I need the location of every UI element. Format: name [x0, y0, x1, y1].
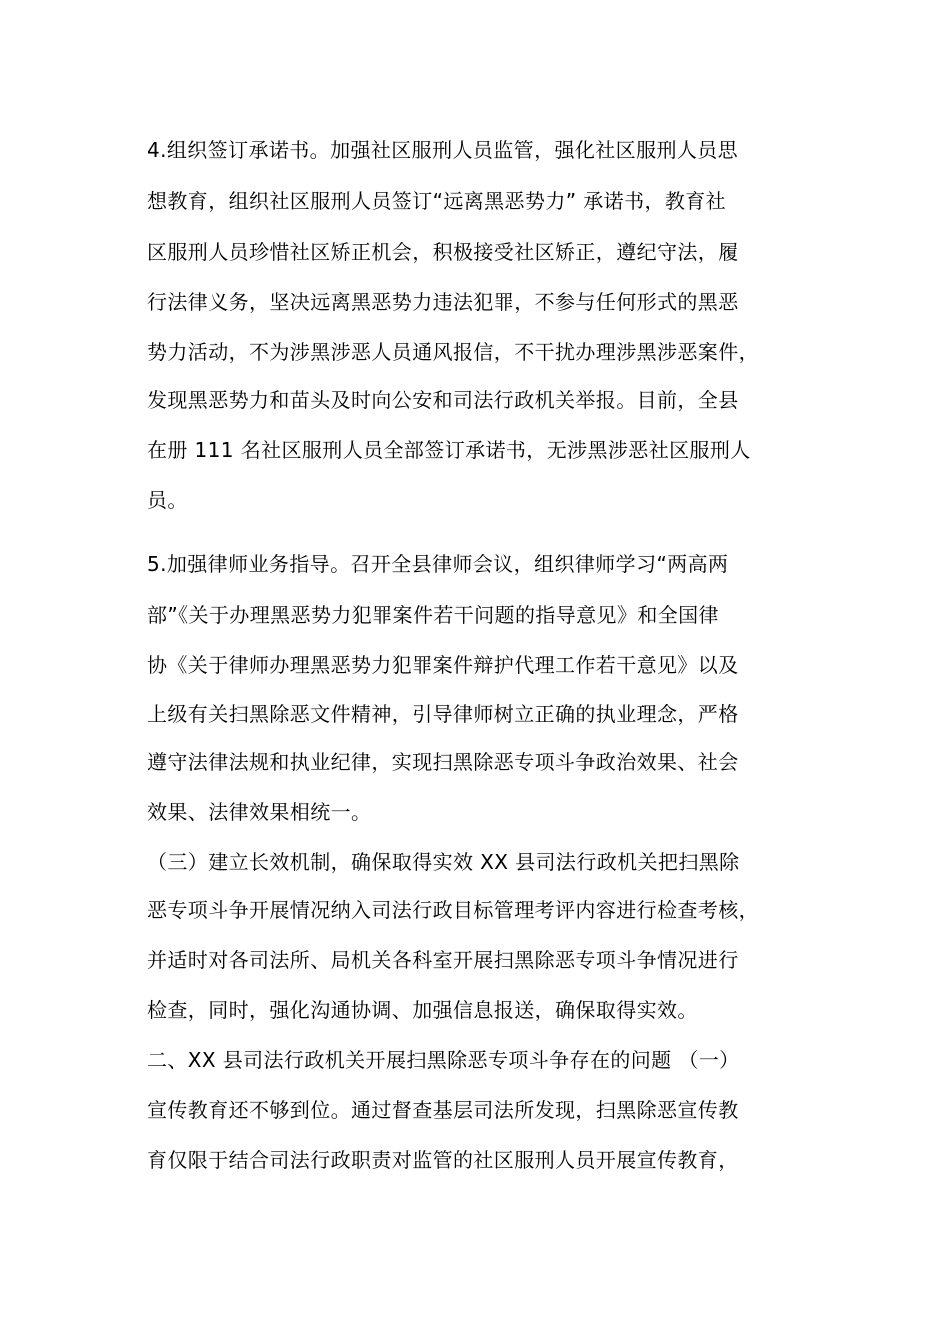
text-line: 育仅限于结合司法行政职责对监管的社区服刑人员开展宣传教育，	[147, 1148, 739, 1172]
text-line: 上级有关扫黑除恶文件精神，引导律师树立正确的执业理念，严格	[147, 702, 739, 726]
text-line: 检查，同时，强化沟通协调、加强信息报送，确保取得实效。	[147, 998, 698, 1022]
text-line: 恶专项斗争开展情况纳入司法行政目标管理考评内容进行检查考核，	[147, 898, 759, 922]
text-line: 行法律义务，坚决远离黑恶势力违法犯罪，不参与任何形式的黑恶	[147, 290, 739, 314]
text-line: 效果、法律效果相统一。	[147, 800, 372, 824]
text-line: （三）建立长效机制，确保取得实效 XX 县司法行政机关把扫黑除	[147, 850, 740, 874]
text-line: 势力活动，不为涉黑涉恶人员通风报信，不干扰办理涉黑涉恶案件，	[147, 340, 759, 364]
text-line: 员。	[147, 488, 188, 512]
text-line: 想教育，组织社区服刑人员签订“远离黑恶势力” 承诺书，教育社	[147, 189, 727, 213]
text-line: 协《关于律师办理黑恶势力犯罪案件辩护代理工作若干意见》以及	[147, 653, 739, 677]
text-line: 在册 111 名社区服刑人员全部签订承诺书，无涉黑涉恶社区服刑人	[147, 438, 751, 462]
text-line: 二、XX 县司法行政机关开展扫黑除恶专项斗争存在的问题 （一）	[147, 1048, 740, 1072]
text-line: 5.加强律师业务指导。召开全县律师会议，组织律师学习“两高两	[147, 552, 729, 576]
text-line: 部”《关于办理黑恶势力犯罪案件若干问题的指导意见》和全国律	[147, 603, 719, 627]
text-line: 4.组织签订承诺书。加强社区服刑人员监管，强化社区服刑人员思	[147, 138, 739, 162]
text-line: 并适时对各司法所、局机关各科室开展扫黑除恶专项斗争情况进行	[147, 948, 739, 972]
text-line: 发现黑恶势力和苗头及时向公安和司法行政机关举报。目前，全县	[147, 388, 739, 412]
text-line: 遵守法律法规和执业纪律，实现扫黑除恶专项斗争政治效果、社会	[147, 750, 739, 774]
text-line: 区服刑人员珍惜社区矫正机会，积极接受社区矫正，遵纪守法，履	[147, 240, 739, 264]
text-line: 宣传教育还不够到位。通过督查基层司法所发现，扫黑除恶宣传教	[147, 1098, 739, 1122]
